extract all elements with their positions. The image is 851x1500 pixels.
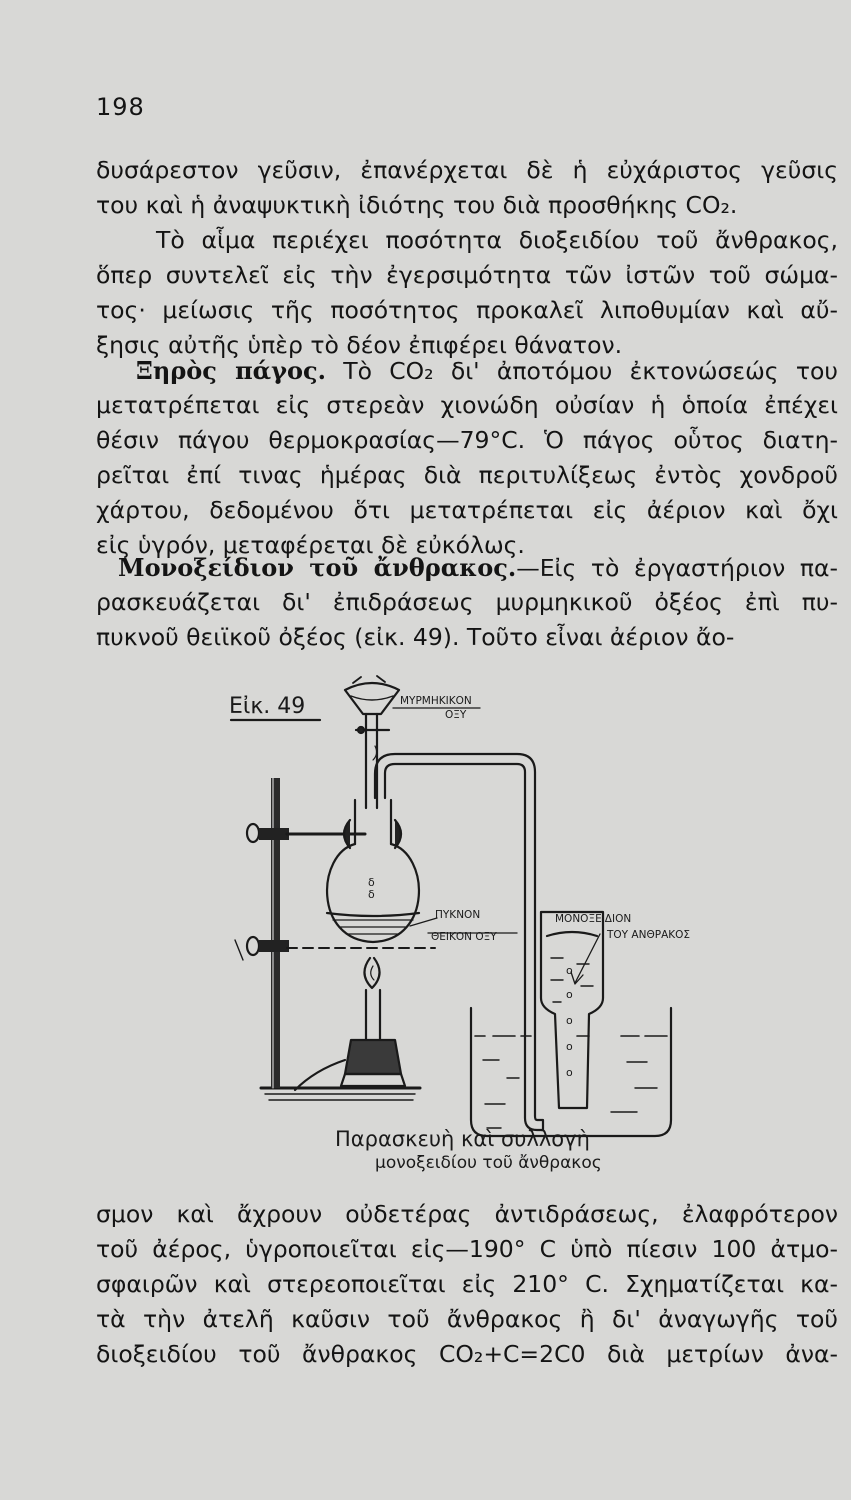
paragraph-dry-ice — [96, 353, 838, 563]
drop-mark: δ — [368, 876, 375, 889]
text-line: ρεῖται ἐπί τινας ἡμέρας διὰ περιτυλίξεως ἐντὸς χονδροῦ — [96, 461, 838, 489]
funnel-rim — [353, 676, 385, 683]
text-line: ρασκευάζεται δι' ἐπιδράσεως μυρμηκικοῦ ὀξέος ἐπὶ πυ- — [96, 588, 838, 616]
text-line: χάρτου, δεδομένου ὅτι μετατρέπεται εἰς ἀέριον καὶ ὄχι — [96, 496, 838, 524]
figure-label: Εἰκ. 49 — [229, 694, 306, 719]
text-line: εἰς ὑγρόν, μεταφέρεται δὲ εὐκόλως. — [96, 531, 525, 559]
funnel-liquid-surface — [351, 696, 393, 700]
clamp-screw-upper — [247, 824, 259, 842]
figure-caption: Παρασκευὴ καὶ συλλογὴ — [335, 1127, 590, 1151]
dropping-funnel — [345, 683, 399, 714]
paragraph-5 — [96, 1197, 838, 1372]
flask-liquid-surface — [327, 913, 419, 916]
flame-inner — [371, 966, 374, 980]
label-sulfuric-acid-2: ΘΕΙΚΟΝ ΟΞΥ — [431, 931, 497, 943]
text-line: ξησις αὐτῆς ὑπὲρ τὸ δέον ἐπιφέρει θάνατον. — [96, 331, 623, 359]
text-run: Τὸ CO₂ δι' ἀποτόμου ἐκτονώσεώς του — [325, 357, 838, 385]
text-line: πυκνοῦ θειϊκοῦ ὀξέος (εἰκ. 49). Τοῦτο εἶναι ἀέριον ἄο- — [96, 623, 735, 651]
text-line: τος· μείωσις τῆς ποσότητος προκαλεῖ λιποθυμίαν καὶ αὔ- — [96, 296, 838, 324]
ring-mark — [235, 940, 243, 960]
burner-flame — [364, 958, 379, 988]
label-carbon-monoxide: ΜΟΝΟΞΕΙΔΙΟΝ — [555, 913, 632, 925]
base-hatching — [265, 1094, 415, 1100]
gas-bubble: o — [566, 988, 573, 1001]
leader-co — [575, 934, 600, 983]
text-line — [96, 550, 838, 585]
gas-level — [547, 932, 597, 936]
label-sulfuric-acid: ΠΥΚΝΟΝ — [435, 909, 481, 921]
label-carbon-monoxide-2: ΤΟΥ ΑΝΘΡΑΚΟΣ — [607, 929, 691, 941]
paragraph-1 — [96, 153, 838, 223]
gas-bubble: o — [566, 964, 573, 977]
text-line: θέσιν πάγου θερμοκρασίας—79°C. Ὁ πάγος οὗτος διατη- — [96, 426, 838, 454]
figure-caption-2: μονοξειδίου τοῦ ἄνθρακος — [375, 1153, 602, 1173]
text-line: μετατρέπεται εἰς στερεὰν χιονώδη οὐσίαν ἡ ὁποία ἐπέχει — [96, 391, 838, 419]
text-line: τοῦ ἀέρος, ὑγροποιεῖται εἰς—190° C ὑπὸ πίεσιν 100 ἀτμο- — [96, 1235, 838, 1263]
gas-bubble: o — [566, 1040, 573, 1053]
text-line — [96, 353, 838, 388]
text-run: —Εἰς τὸ ἐργαστήριον πα- — [516, 554, 838, 582]
paragraph-carbon-monoxide — [96, 550, 838, 655]
section-heading-carbon-monoxide: Μονοξείδιον τοῦ ἄνθρακος. — [118, 553, 517, 582]
clamp-boss-upper — [259, 828, 289, 840]
paragraph-2 — [96, 223, 838, 363]
section-heading-dry-ice: Ξηρὸς πάγος. — [136, 356, 326, 385]
figure-49 — [225, 668, 725, 1178]
text-line: τὰ τὴν ἀτελῆ καῦσιν τοῦ ἄνθρακος ἢ δι' ἀναγωγῆς τοῦ — [96, 1305, 838, 1333]
clamp-boss-lower — [259, 940, 289, 952]
clamp-screw-lower — [247, 937, 259, 955]
text-line: δυσάρεστον γεῦσιν, ἐπανέρχεται δὲ ἡ εὐχάριστος γεῦσις — [96, 156, 838, 184]
gas-bubble: o — [566, 1014, 573, 1027]
clamp-jaw-left — [344, 820, 350, 848]
text-line: σμον καὶ ἄχρουν οὐδετέρας ἀντιδράσεως, ἐλαφρότερον — [96, 1200, 838, 1228]
clamp-jaw-right — [395, 820, 401, 848]
stopcock-handle — [358, 727, 364, 733]
leader-sulfuric — [410, 918, 437, 926]
page-number: 198 — [96, 93, 145, 121]
burner-base — [345, 1040, 401, 1074]
gas-hose — [295, 1060, 345, 1090]
gas-bubble: o — [566, 1066, 573, 1079]
text-line: Τὸ αἷμα περιέχει ποσότητα διοξειδίου τοῦ ἄνθρακος, — [156, 226, 838, 254]
label-formic-acid-2: ΟΞΥ — [445, 709, 467, 721]
text-line: του καὶ ἡ ἀναψυκτικὴ ἰδιότης του διὰ προσθήκης CO₂. — [96, 191, 738, 219]
drop-mark: δ — [368, 888, 375, 901]
stand-rod — [271, 778, 280, 1088]
burner-foot — [341, 1074, 405, 1086]
text-line: διοξειδίου τοῦ ἄνθρακος CO₂+C=2C0 διὰ μετρίων ἀνα- — [96, 1340, 838, 1368]
text-line: σφαιρῶν καὶ στερεοποιεῖται εἰς 210° C. Σχηματίζεται κα- — [96, 1270, 838, 1298]
text-line: ὅπερ συντελεῖ εἰς τὴν ἐγερσιμότητα τῶν ἰστῶν τοῦ σώμα- — [96, 261, 838, 289]
label-formic-acid: ΜΥΡΜΗΚΙΚΟΝ — [400, 695, 472, 707]
